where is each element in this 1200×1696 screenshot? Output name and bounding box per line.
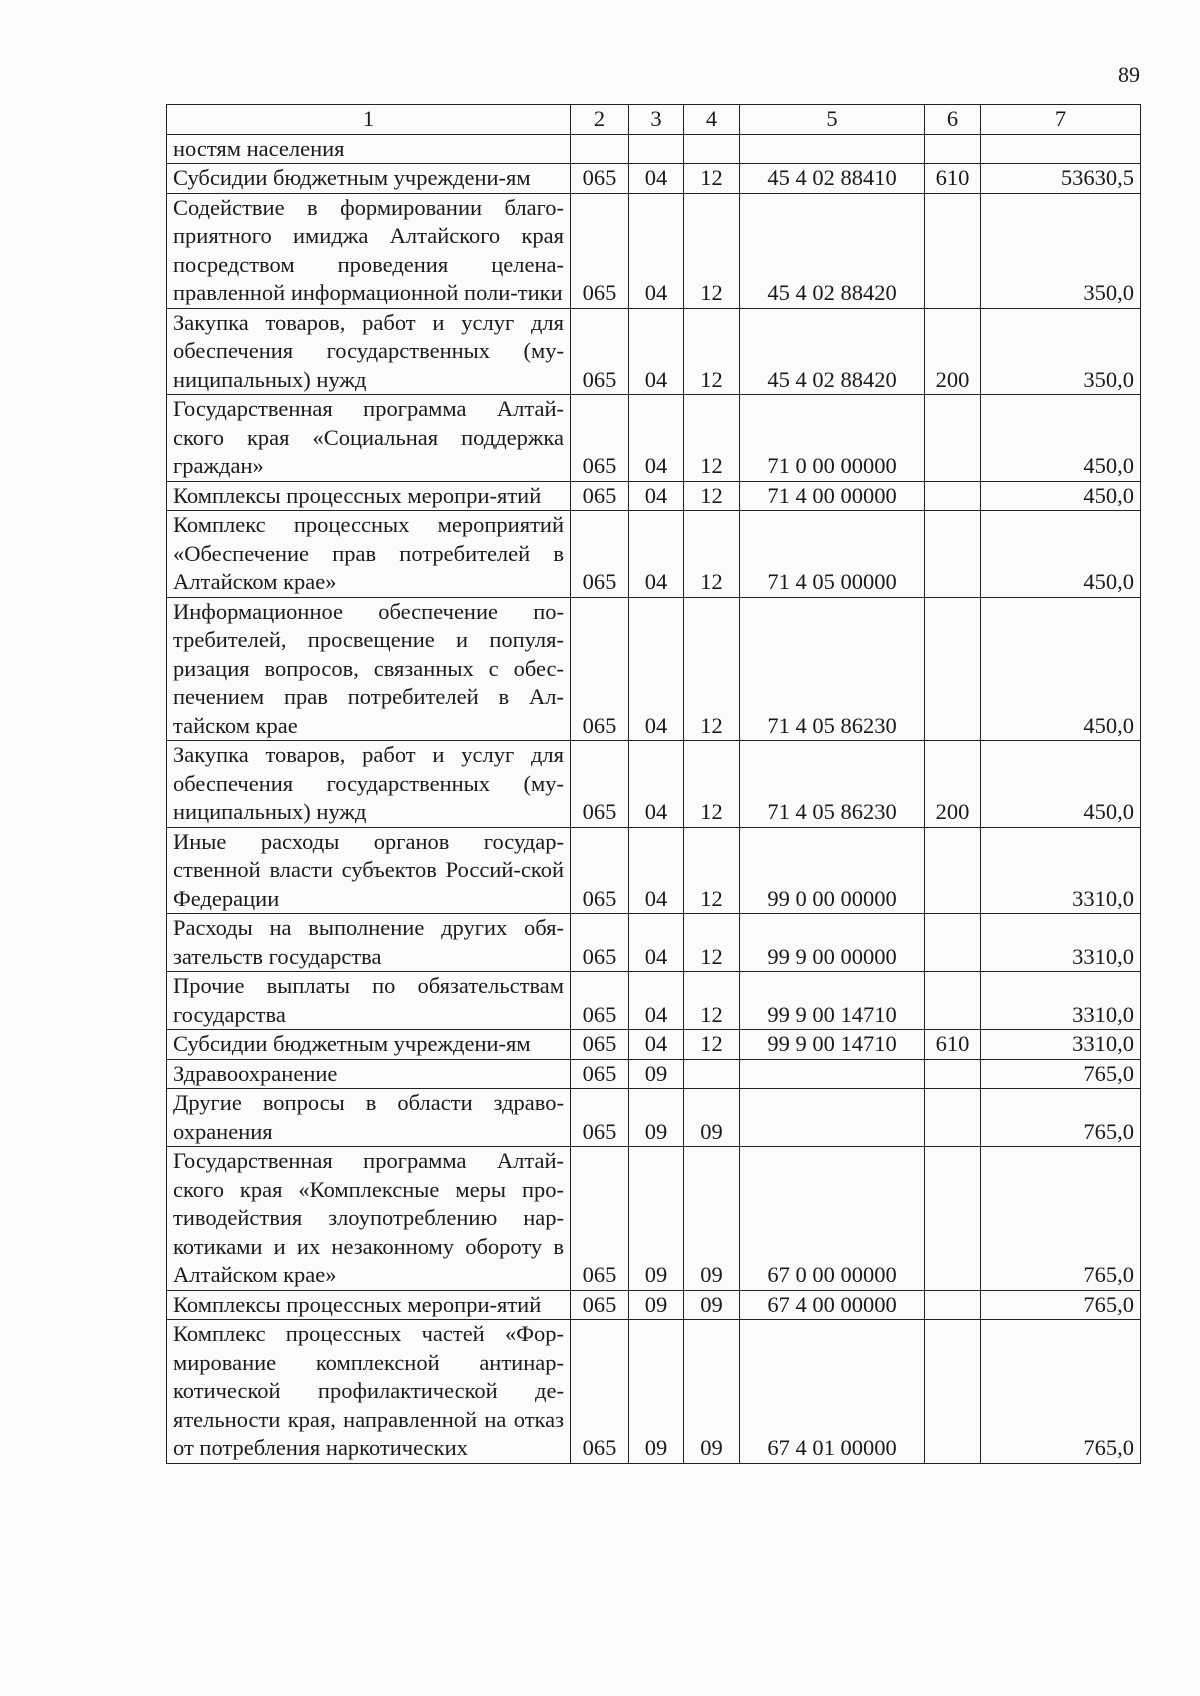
sum-cell: 450,0	[981, 481, 1141, 511]
expense-type-cell	[925, 1147, 981, 1291]
row-name-cell: Субсидии бюджетным учреждени-ям	[167, 1030, 571, 1060]
target-article-cell: 99 9 00 14710	[740, 972, 925, 1030]
expense-type-cell	[925, 1320, 981, 1464]
subsection-code-cell: 12	[684, 827, 740, 914]
table-row	[167, 597, 1141, 741]
subsection-code-cell: 12	[684, 1030, 740, 1060]
header-col-1: 1	[167, 105, 571, 135]
table-row	[167, 827, 1141, 914]
row-name-cell: Иные расходы органов государ-ственной власти субъектов Россий-ской Федерации	[167, 827, 571, 914]
expense-type-cell	[925, 395, 981, 482]
table-row	[167, 134, 1141, 164]
subsection-code-cell: 12	[684, 511, 740, 598]
table-row	[167, 972, 1141, 1030]
subsection-code-cell: 12	[684, 164, 740, 194]
subsection-code-cell	[684, 1059, 740, 1089]
target-article-cell: 71 0 00 00000	[740, 395, 925, 482]
sum-cell: 765,0	[981, 1147, 1141, 1291]
ministry-code-cell: 065	[571, 164, 629, 194]
row-name-cell: Государственная программа Алтай-ского края «Социальная поддержка граждан»	[167, 395, 571, 482]
sum-cell: 765,0	[981, 1290, 1141, 1320]
ministry-code-cell: 065	[571, 827, 629, 914]
page-number: 89	[1118, 62, 1140, 87]
sum-cell: 350,0	[981, 193, 1141, 308]
section-code-cell: 09	[629, 1147, 684, 1291]
table-row	[167, 1089, 1141, 1147]
target-article-cell: 45 4 02 88420	[740, 308, 925, 395]
row-name-cell: Информационное обеспечение по-требителей, просвещение и популя-ризация вопросов, связанных с обес-печением прав потребителей в Ал-тайском крае	[167, 597, 571, 741]
target-article-cell: 99 9 00 14710	[740, 1030, 925, 1060]
header-col-3: 3	[629, 105, 684, 135]
row-name-cell: Субсидии бюджетным учреждени-ям	[167, 164, 571, 194]
subsection-code-cell: 12	[684, 481, 740, 511]
section-code-cell: 04	[629, 914, 684, 972]
target-article-cell	[740, 1089, 925, 1147]
expense-type-cell	[925, 827, 981, 914]
section-code-cell: 04	[629, 597, 684, 741]
table-row	[167, 164, 1141, 194]
expense-type-cell: 200	[925, 308, 981, 395]
header-col-7: 7	[981, 105, 1141, 135]
section-code-cell: 09	[629, 1290, 684, 1320]
row-name-cell: Расходы на выполнение других обя-зательств государства	[167, 914, 571, 972]
sum-cell: 3310,0	[981, 827, 1141, 914]
ministry-code-cell: 065	[571, 972, 629, 1030]
expense-type-cell	[925, 511, 981, 598]
sum-cell: 450,0	[981, 741, 1141, 828]
target-article-cell: 71 4 05 00000	[740, 511, 925, 598]
header-col-6: 6	[925, 105, 981, 135]
section-code-cell: 04	[629, 395, 684, 482]
section-code-cell	[629, 134, 684, 164]
section-code-cell: 04	[629, 481, 684, 511]
section-code-cell: 04	[629, 511, 684, 598]
row-name-cell: Комплекс процессных частей «Фор-мирование комплексной антинар-котической профилактической де-ятельности края, направленной на отказ от потребления наркотических	[167, 1320, 571, 1464]
table-row	[167, 1147, 1141, 1291]
target-article-cell	[740, 134, 925, 164]
row-name-cell: Здравоохранение	[167, 1059, 571, 1089]
sum-cell: 765,0	[981, 1089, 1141, 1147]
sum-cell: 765,0	[981, 1320, 1141, 1464]
section-code-cell: 04	[629, 193, 684, 308]
budget-table	[166, 104, 1141, 1464]
subsection-code-cell	[684, 134, 740, 164]
ministry-code-cell: 065	[571, 1290, 629, 1320]
sum-cell: 450,0	[981, 395, 1141, 482]
ministry-code-cell: 065	[571, 481, 629, 511]
sum-cell: 450,0	[981, 511, 1141, 598]
subsection-code-cell: 12	[684, 308, 740, 395]
target-article-cell: 71 4 05 86230	[740, 741, 925, 828]
header-col-5: 5	[740, 105, 925, 135]
table-header	[167, 105, 1141, 135]
expense-type-cell	[925, 1059, 981, 1089]
ministry-code-cell: 065	[571, 308, 629, 395]
expense-type-cell	[925, 914, 981, 972]
subsection-code-cell: 12	[684, 972, 740, 1030]
ministry-code-cell: 065	[571, 1147, 629, 1291]
subsection-code-cell: 09	[684, 1147, 740, 1291]
subsection-code-cell: 09	[684, 1290, 740, 1320]
table-row	[167, 914, 1141, 972]
expense-type-cell	[925, 193, 981, 308]
header-col-2: 2	[571, 105, 629, 135]
sum-cell: 53630,5	[981, 164, 1141, 194]
table-body	[167, 134, 1141, 1463]
ministry-code-cell: 065	[571, 1089, 629, 1147]
sum-cell: 3310,0	[981, 972, 1141, 1030]
ministry-code-cell	[571, 134, 629, 164]
section-code-cell: 04	[629, 827, 684, 914]
section-code-cell: 04	[629, 308, 684, 395]
ministry-code-cell: 065	[571, 597, 629, 741]
table-row	[167, 511, 1141, 598]
expense-type-cell	[925, 972, 981, 1030]
section-code-cell: 09	[629, 1320, 684, 1464]
subsection-code-cell: 12	[684, 395, 740, 482]
target-article-cell: 67 4 00 00000	[740, 1290, 925, 1320]
table-row	[167, 741, 1141, 828]
target-article-cell: 45 4 02 88410	[740, 164, 925, 194]
target-article-cell: 67 0 00 00000	[740, 1147, 925, 1291]
section-code-cell: 09	[629, 1089, 684, 1147]
table-row	[167, 395, 1141, 482]
section-code-cell: 04	[629, 741, 684, 828]
subsection-code-cell: 12	[684, 914, 740, 972]
target-article-cell: 71 4 05 86230	[740, 597, 925, 741]
row-name-cell: Содействие в формировании благо-приятного имиджа Алтайского края посредством проведения целена-правленной информационной поли-тики	[167, 193, 571, 308]
subsection-code-cell: 12	[684, 597, 740, 741]
sum-cell: 450,0	[981, 597, 1141, 741]
target-article-cell: 99 9 00 00000	[740, 914, 925, 972]
ministry-code-cell: 065	[571, 1030, 629, 1060]
row-name-cell: Комплексы процессных меропри-ятий	[167, 481, 571, 511]
section-code-cell: 09	[629, 1059, 684, 1089]
target-article-cell: 71 4 00 00000	[740, 481, 925, 511]
ministry-code-cell: 065	[571, 193, 629, 308]
row-name-cell: Прочие выплаты по обязательствам государства	[167, 972, 571, 1030]
table-row	[167, 193, 1141, 308]
ministry-code-cell: 065	[571, 741, 629, 828]
expense-type-cell	[925, 134, 981, 164]
expense-type-cell: 200	[925, 741, 981, 828]
subsection-code-cell: 09	[684, 1089, 740, 1147]
table-row	[167, 1290, 1141, 1320]
header-col-4: 4	[684, 105, 740, 135]
sum-cell	[981, 134, 1141, 164]
expense-type-cell	[925, 597, 981, 741]
table-row	[167, 308, 1141, 395]
expense-type-cell: 610	[925, 1030, 981, 1060]
target-article-cell: 99 0 00 00000	[740, 827, 925, 914]
header-row	[167, 105, 1141, 135]
sum-cell: 3310,0	[981, 914, 1141, 972]
row-name-cell: Комплекс процессных мероприятий «Обеспечение прав потребителей в Алтайском крае»	[167, 511, 571, 598]
table-row	[167, 1320, 1141, 1464]
section-code-cell: 04	[629, 164, 684, 194]
expense-type-cell: 610	[925, 164, 981, 194]
ministry-code-cell: 065	[571, 1320, 629, 1464]
section-code-cell: 04	[629, 972, 684, 1030]
table-row	[167, 1030, 1141, 1060]
ministry-code-cell: 065	[571, 914, 629, 972]
ministry-code-cell: 065	[571, 395, 629, 482]
row-name-cell: Закупка товаров, работ и услуг для обеспечения государственных (му-ниципальных) нужд	[167, 308, 571, 395]
subsection-code-cell: 12	[684, 741, 740, 828]
row-name-cell: Закупка товаров, работ и услуг для обеспечения государственных (му-ниципальных) нужд	[167, 741, 571, 828]
table-row	[167, 481, 1141, 511]
sum-cell: 765,0	[981, 1059, 1141, 1089]
target-article-cell: 67 4 01 00000	[740, 1320, 925, 1464]
expense-type-cell	[925, 481, 981, 511]
row-name-cell: Комплексы процессных меропри-ятий	[167, 1290, 571, 1320]
row-name-cell: Государственная программа Алтай-ского края «Комплексные меры про-тиводействия злоупотреблению нар-котиками и их незаконному обороту в Алтайском крае»	[167, 1147, 571, 1291]
expense-type-cell	[925, 1089, 981, 1147]
row-name-cell: Другие вопросы в области здраво-охранения	[167, 1089, 571, 1147]
subsection-code-cell: 09	[684, 1320, 740, 1464]
table-row	[167, 1059, 1141, 1089]
ministry-code-cell: 065	[571, 1059, 629, 1089]
subsection-code-cell: 12	[684, 193, 740, 308]
section-code-cell: 04	[629, 1030, 684, 1060]
target-article-cell: 45 4 02 88420	[740, 193, 925, 308]
sum-cell: 350,0	[981, 308, 1141, 395]
target-article-cell	[740, 1059, 925, 1089]
expense-type-cell	[925, 1290, 981, 1320]
sum-cell: 3310,0	[981, 1030, 1141, 1060]
ministry-code-cell: 065	[571, 511, 629, 598]
row-name-cell: ностям населения	[167, 134, 571, 164]
